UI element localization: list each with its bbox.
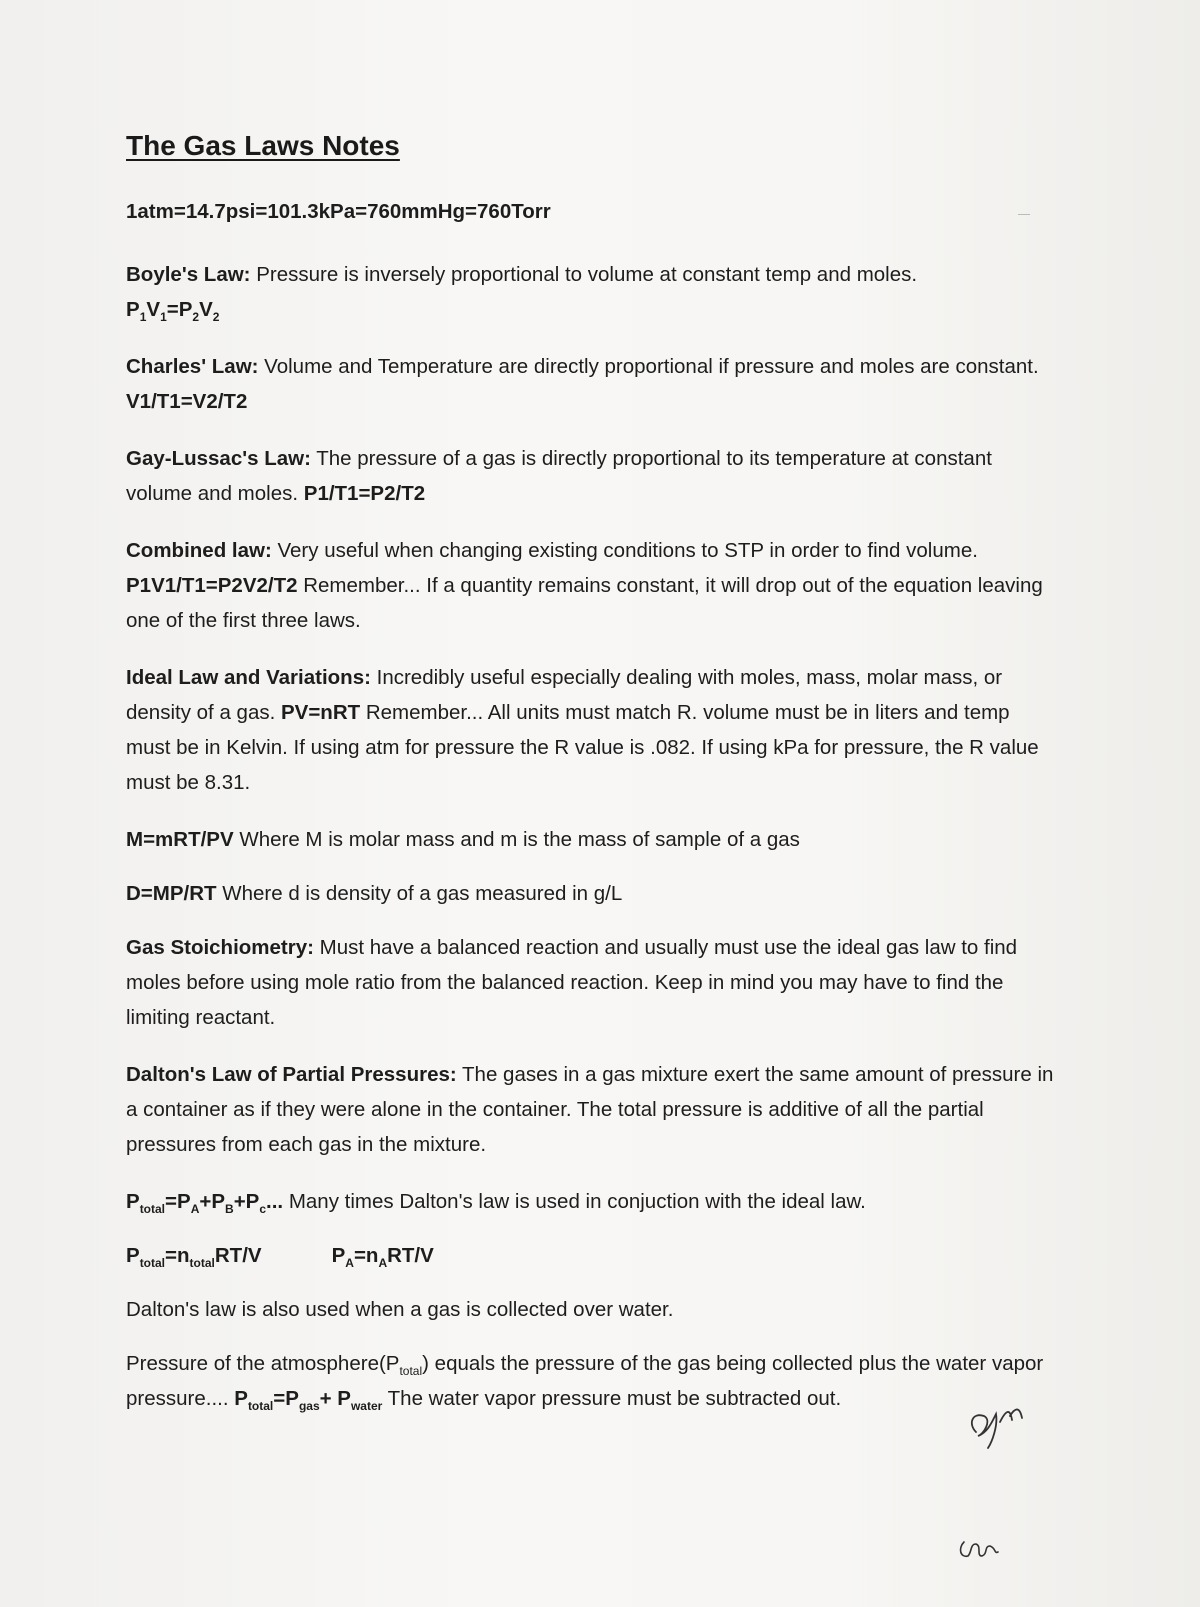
density-line: [126, 876, 1056, 911]
atmosphere-text-middle: ) equals the pressure of the gas being collected plus the water vapor pressure....: [126, 1352, 1044, 1410]
boyles-law-section: [126, 257, 1056, 327]
handwritten-initials: [962, 1402, 1032, 1452]
boyles-law-formula: $P_1V_1=P_2V_2$: [126, 298, 220, 325]
daltons-law-text: The gases in a gas mixture exert the same amount of pressure in a container as if they were alone in the container. The total pressure is additive of all the partial pressures from each gas in the mixture.: [126, 1063, 1054, 1156]
combined-law-text: Very useful when changing existing conditions to STP in order to find volume.: [271, 539, 978, 562]
density-text: Where d is density of a gas measured in g/L: [216, 882, 623, 905]
handwritten-scribble: [956, 1534, 1002, 1562]
notes-body: [126, 128, 1056, 1436]
gay-lussac-law-section: [126, 441, 1056, 511]
boyles-law-text: Pressure is inversely proportional to volume at constant temp and moles.: [250, 263, 918, 286]
combined-law-formula: P1V1/T1=P2V2/T2: [126, 574, 298, 597]
total-pressure-ideal-formula: $P_{total}=n_{total}RT/V$: [126, 1244, 262, 1271]
ideal-law-label: Ideal Law and Variations:: [126, 666, 371, 689]
unit-conversion-line: 1atm=14.7psi=101.3kPa=760mmHg=760Torr: [126, 200, 551, 223]
partial-pressure-ideal-formula: $P_A=n_ART/V$: [331, 1244, 434, 1271]
charles-law-label: Charles' Law:: [126, 355, 259, 378]
ideal-law-section: [126, 660, 1056, 800]
charles-law-text: Volume and Temperature are directly proportional if pressure and moles are constant.: [258, 355, 1039, 378]
charles-law-section: [126, 349, 1056, 419]
density-formula: D=MP/RT: [126, 882, 217, 905]
charles-law-formula: V1/T1=V2/T2: [126, 390, 248, 413]
boyles-law-label: Boyle's Law:: [126, 263, 251, 286]
combined-law-label: Combined law:: [126, 539, 272, 562]
molar-mass-line: [126, 822, 1056, 857]
gay-lussac-law-label: Gay-Lussac's Law:: [126, 447, 311, 470]
daltons-law-label: Dalton's Law of Partial Pressures:: [126, 1063, 457, 1086]
gas-stoichiometry-text: Must have a balanced reaction and usually must use the ideal gas law to find moles before using mole ratio from the balanced reaction. Keep in mind you may have to find the limiting reactant.: [126, 936, 1018, 1029]
gay-lussac-law-formula: P1/T1=P2/T2: [303, 482, 426, 505]
dalton-total-text: Many times Dalton's law is used in conjuction with the ideal law.: [283, 1190, 866, 1213]
dalton-total-formula-line: [126, 1184, 1056, 1219]
ideal-law-text: Incredibly useful especially dealing with moles, mass, molar mass, or density of a gas.: [126, 666, 1003, 724]
gay-lussac-law-text: The pressure of a gas is directly proportional to its temperature at constant volume and moles.: [126, 447, 992, 505]
molar-mass-text: Where M is molar mass and m is the mass of sample of a gas: [233, 828, 800, 851]
gas-stoichiometry-label: Gas Stoichiometry:: [126, 936, 314, 959]
atmosphere-pressure-section: [126, 1346, 1056, 1416]
atmosphere-subscript: total: [399, 1364, 423, 1379]
dalton-total-formula: $P_{total}=P_A+P_B+P_c$...: [126, 1190, 284, 1217]
atmosphere-text-end: The water vapor pressure must be subtracted out.: [382, 1387, 842, 1410]
collected-over-water-line: Dalton's law is also used when a gas is collected over water.: [126, 1298, 674, 1321]
page-title: The Gas Laws Notes: [126, 130, 400, 161]
ideal-law-formula: PV=nRT: [280, 701, 361, 724]
daltons-law-section: [126, 1057, 1056, 1162]
atmosphere-text-start: Pressure of the atmosphere(P: [126, 1352, 400, 1375]
water-vapor-formula: $P_{total}=P_{gas}+ P_{water}$: [234, 1387, 383, 1414]
gas-stoichiometry-section: [126, 930, 1056, 1035]
dalton-ideal-formulas: [126, 1238, 1056, 1273]
combined-law-section: [126, 533, 1056, 638]
molar-mass-formula: M=mRT/PV: [126, 828, 234, 851]
combined-law-note: Remember... If a quantity remains constant, it will drop out of the equation leaving one of the first three laws.: [126, 574, 1043, 632]
ideal-law-note: Remember... All units must match R. volume must be in liters and temp must be in Kelvin. If using atm for pressure the R value is .082. If using kPa for pressure, the R value must be 8.31.: [126, 701, 1039, 794]
